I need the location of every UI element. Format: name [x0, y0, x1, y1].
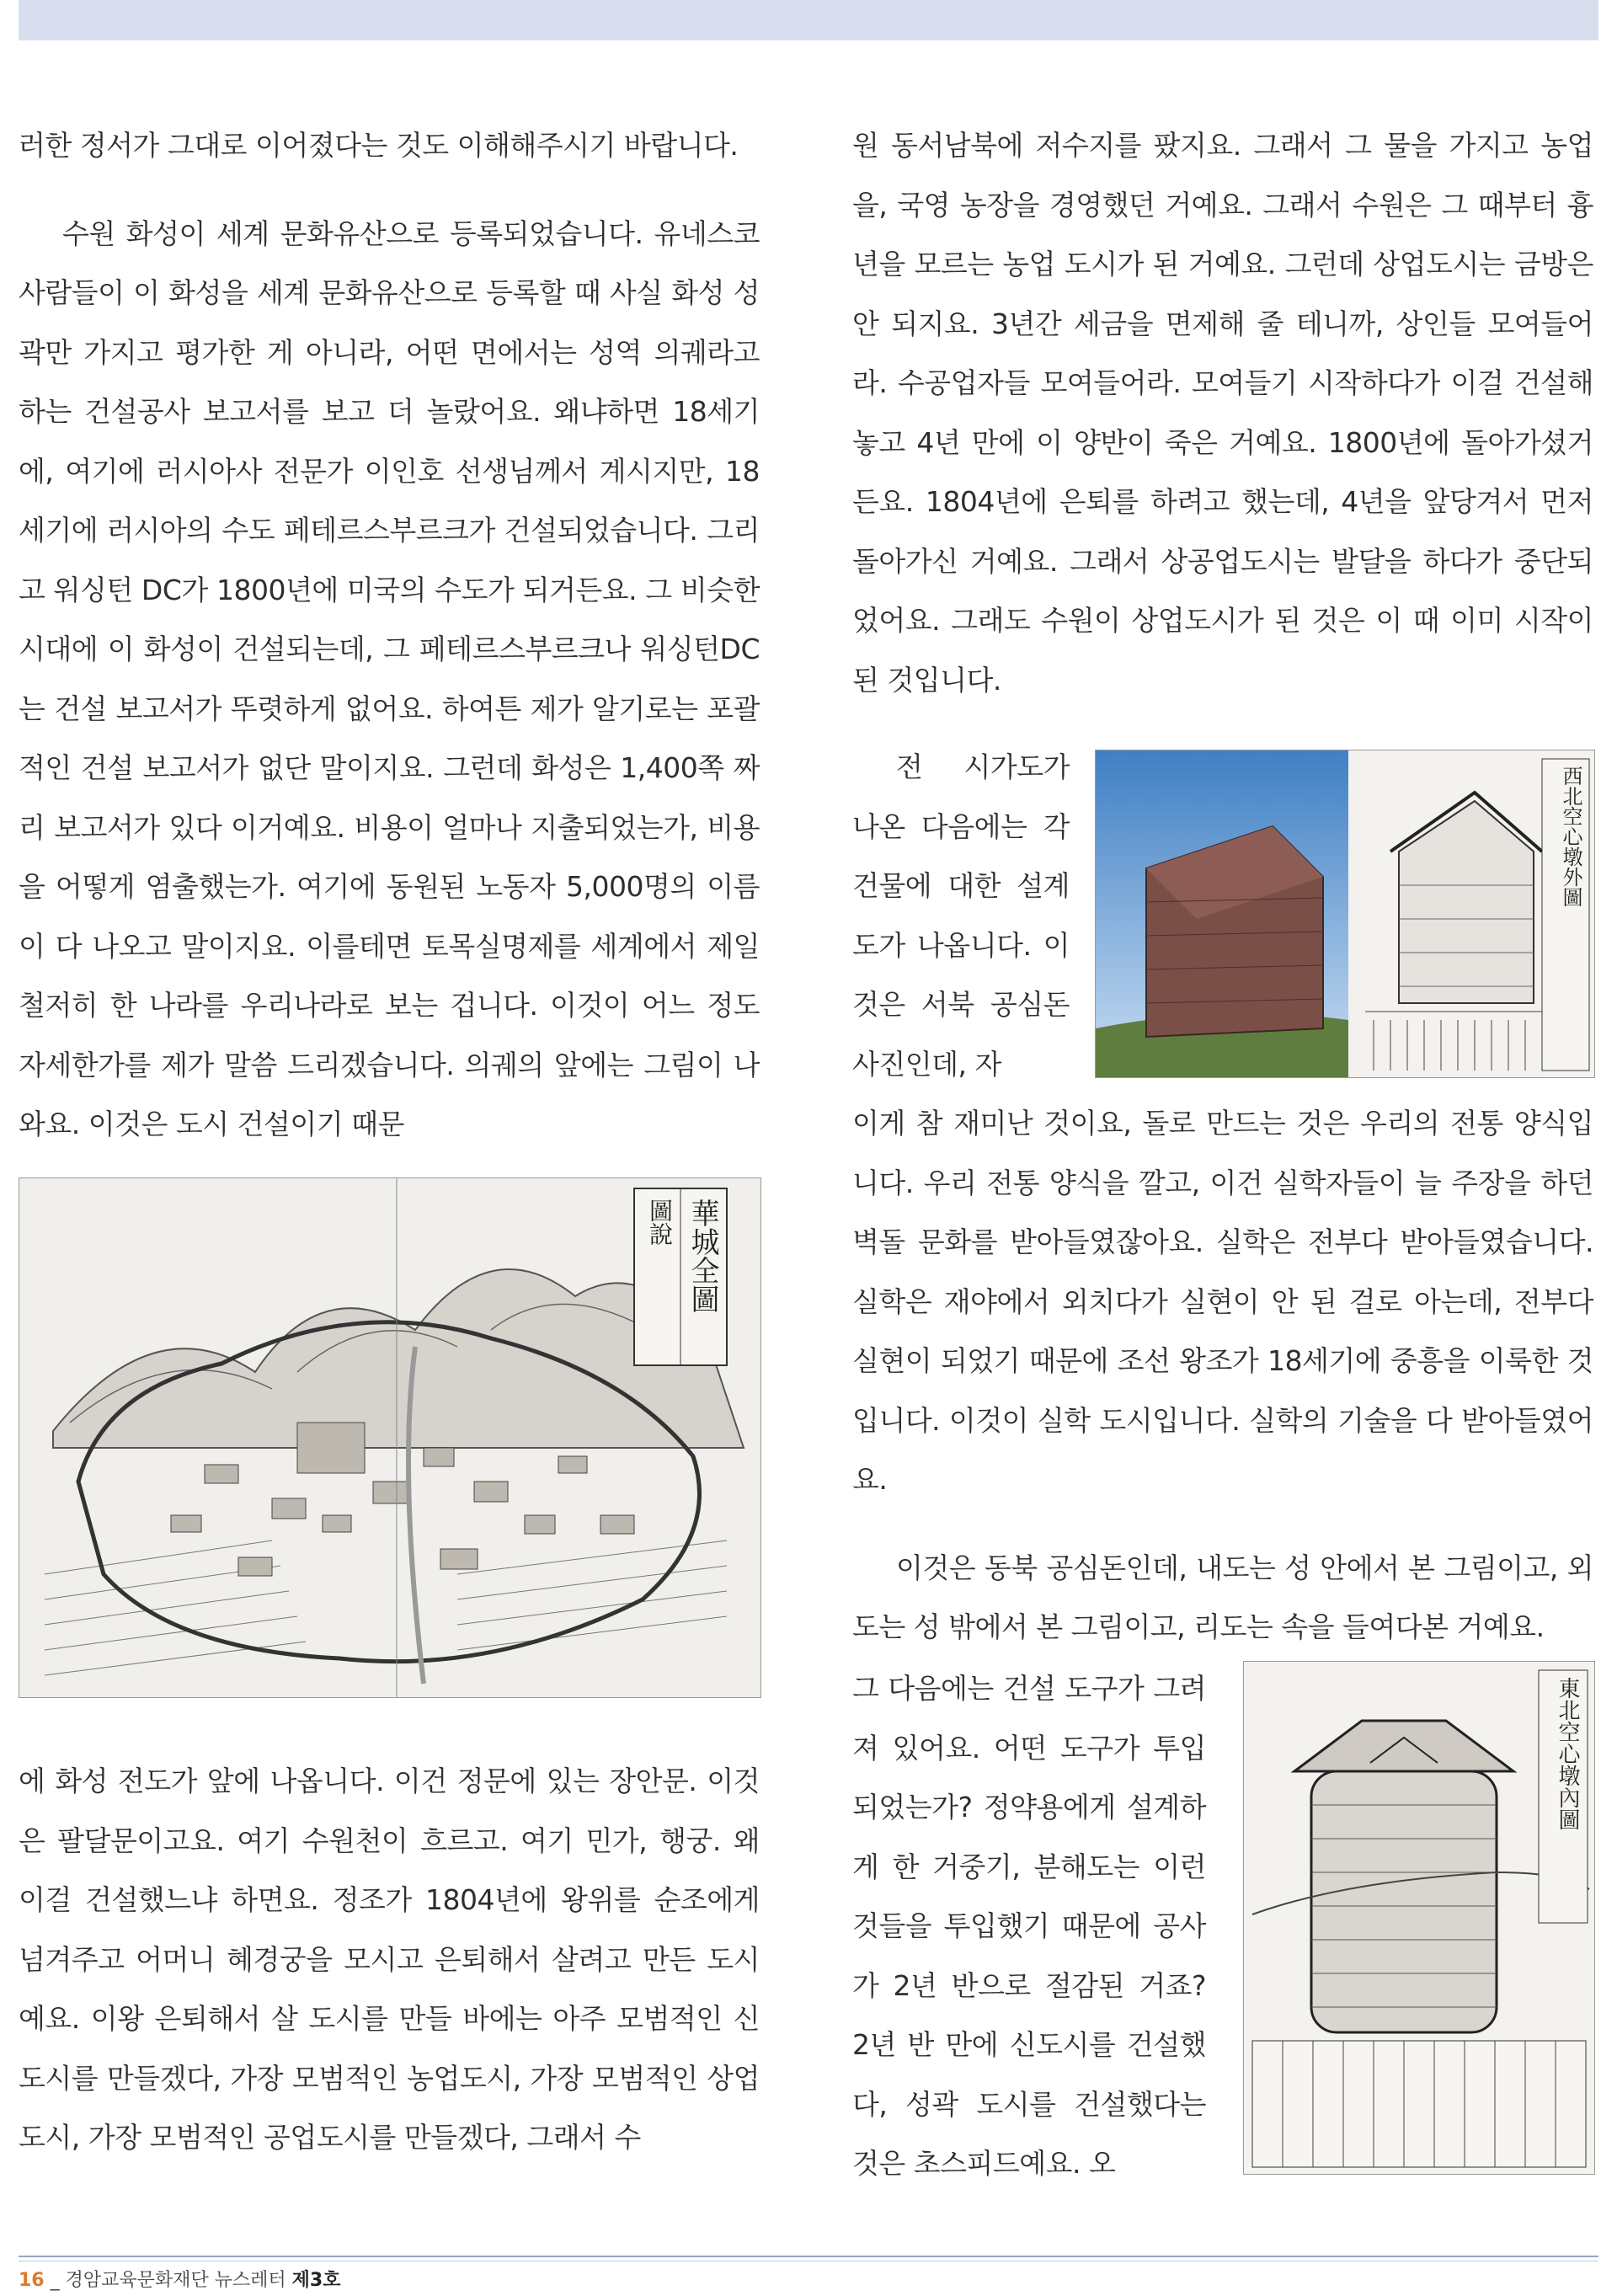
right-column-mid — [852, 1094, 1593, 1658]
northwest-fort-figure — [1095, 750, 1595, 1078]
northeast-fort-drawing — [1244, 1662, 1594, 2174]
left-column — [19, 116, 760, 1155]
top-header-bar — [19, 0, 1598, 40]
newsletter-name: 경암교육문화재단 뉴스레터 — [65, 2270, 286, 2291]
footer-separator: _ — [50, 2270, 60, 2291]
map-title-label: 華城全圖 — [686, 1199, 719, 1313]
page-footer — [19, 2266, 340, 2292]
right-paragraph-1: 원 동서남북에 저수지를 팠지요. 그래서 그 물을 가지고 농업을, 국영 농장을 경영했던 거예요. 그래서 수원은 그 때부터 흉년을 모르는 농업 도시가 된 거예요. 그런데 상업도시는 금방은 안 되지요. 3년간 세금을 면제해 줄 테니까, 상인들 모여들어라. 수공업자들 모여들어라. 모여들기 시작하다가 이걸 건설해놓고 4년 만에 이 양반이 죽은 거예요. 1800년에 돌아가셨거든요. 1804년에 은퇴를 하려고 했는데, 4년을 앞당겨서 먼저 돌아가신 거예요. 그래서 상공업도시는 발달을 하다가 중단되었어요. 그래도 수원이 상업도시가 된 것은 이 때 이미 시작이 된 것입니다. — [852, 129, 1593, 697]
northwest-fort-photo-and-drawing — [1096, 750, 1594, 1077]
hwaseong-map-illustration — [19, 1178, 760, 1697]
left-paragraph-3: 에 화성 전도가 앞에 나옵니다. 이건 정문에 있는 장안문. 이것은 팔달문이고요. 여기 수원천이 흐르고. 여기 민가, 행궁. 왜 이걸 건설했느냐 하면요. 정조가 1804년에 왕위를 순조에게 넘겨주고 어머니 혜경궁을 모시고 은퇴해서 살려고 만든 도시예요. 이왕 은퇴해서 살 도시를 만들 바에는 아주 모범적인 신도시를 만들겠다, 가장 모범적인 농업도시, 가장 모범적인 상업도시, 가장 모범적인 공업도시를 만들겠다, 그래서 수 — [19, 1765, 760, 2154]
footer-rule — [19, 2256, 1598, 2257]
map-subtitle-label: 圖說 — [646, 1199, 674, 1246]
issue-number: 제3호 — [291, 2270, 341, 2291]
northeast-fort-title: 東北空心墩內圖 — [1555, 1677, 1580, 1830]
northwest-fort-title: 西北空心墩外圖 — [1559, 766, 1582, 907]
northeast-fort-figure — [1243, 1661, 1595, 2175]
right-paragraph-2-rest: 이게 참 재미난 것이요, 돌로 만드는 것은 우리의 전통 양식입니다. 우리 전통 양식을 깔고, 이건 실학자들이 늘 주장을 하던 벽돌 문화를 받아들였잖아요. 실학은 전부다 받아들였습니다. 실학은 재야에서 외치다가 실현이 안 된 걸로 아는데, 전부다 실현이 되었기 때문에 조선 왕조가 18세기에 중흥을 이룩한 것입니다. 이것이 실학 도시입니다. 실학의 기술을 다 받아들였어요. — [852, 1107, 1593, 1496]
left-paragraph-2: 수원 화성이 세계 문화유산으로 등록되었습니다. 유네스코 사람들이 이 화성을 세계 문화유산으로 등록할 때 사실 화성 성곽만 가지고 평가한 게 아니라, 어떤 면에서는 성역 의궤라고 하는 건설공사 보고서를 보고 더 놀랐어요. 왜냐하면 18세기에, 여기에 러시아사 전문가 이인호 선생님께서 계시지만, 18세기에 러시아의 수도 페테르스부르크가 건설되었습니다. 그리고 워싱턴 DC가 1800년에 미국의 수도가 되거든요. 그 비슷한 시대에 이 화성이 건설되는데, 그 페테르스부르크나 워싱턴DC는 건설 보고서가 뚜렷하게 없어요. 하여튼 제가 알기로는 포괄적인 건설 보고서가 없단 말이지요. 그런데 화성은 1,400쪽 짜리 보고서가 있다 이거예요. 비용이 얼마나 지출되었는가, 비용을 어떻게 염출했는가. 여기에 동원된 노동자 5,000명의 이름이 다 나오고 말이지요. 이를테면 토목실명제를 세계에서 제일 철저히 한 나라를 우리나라로 보는 겁니다. 이것이 어느 정도 자세한가를 제가 말씀 드리겠습니다. 의궤의 앞에는 그림이 나와요. 이것은 도시 건설이기 때문 — [19, 216, 760, 1140]
right-paragraph-3-wrap: 그 다음에는 건설 도구가 그려져 있어요. 어떤 도구가 투입되었는가? 정약용에게 설계하게 한 거중기, 분해도는 이런 것들을 투입했기 때문에 공사가 2년 반으로 절감된 거죠? 2년 반 만에 신도시를 건설했다, 성곽 도시를 건설했다는 것은 초스피드예요. 오 — [852, 1672, 1206, 2180]
left-paragraph-1: 러한 정서가 그대로 이어졌다는 것도 이해해주시기 바랍니다. — [19, 129, 739, 162]
right-paragraph-3: 이것은 동북 공심돈인데, 내도는 성 안에서 본 그림이고, 외도는 성 밖에서 본 그림이고, 리도는 속을 들여다본 거예요. — [852, 1551, 1593, 1643]
page-number: 16 — [19, 2270, 45, 2291]
right-paragraph-2-wrap: 전 시가도가 나온 다음에는 각 건물에 대한 설계도가 나옵니다. 이것은 서북 공심돈 사진인데, 자 — [852, 750, 1070, 1081]
right-column — [852, 116, 1593, 710]
right-wrap-text-1 — [852, 738, 1070, 1094]
hwaseong-map-figure — [19, 1177, 761, 1698]
right-wrap-text-2 — [852, 1659, 1206, 2194]
left-column-lower — [19, 1752, 760, 2168]
